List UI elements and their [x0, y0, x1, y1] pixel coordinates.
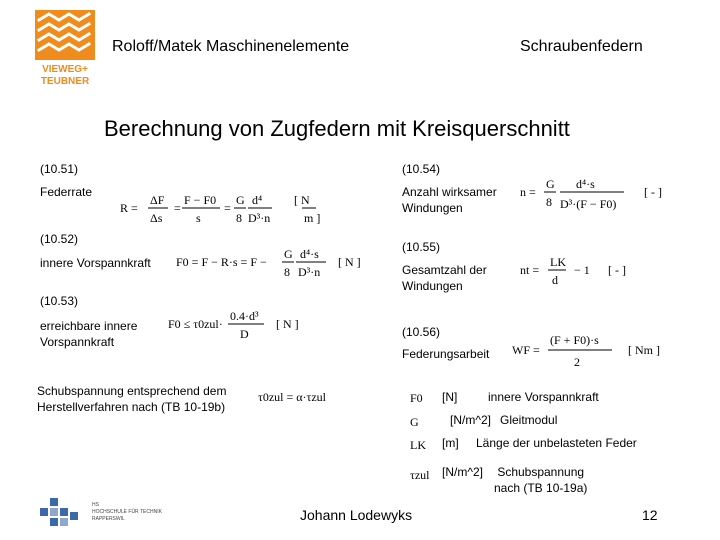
svg-text:n =: n = [520, 185, 536, 199]
formula-federrate [114, 176, 360, 233]
svg-text:F0 ≤ τ0zul·: F0 ≤ τ0zul· [168, 317, 223, 331]
formula-vorspannkraft-graphic [176, 244, 376, 288]
svg-text:D³·n: D³·n [298, 265, 321, 279]
svg-text:2: 2 [574, 355, 580, 369]
svg-text:D: D [240, 327, 249, 341]
svg-text:ΔF: ΔF [150, 193, 165, 207]
legend-unit-f0: [N] [442, 390, 458, 404]
legend-desc-lk: Länge der unbelasteten Feder [476, 436, 637, 450]
legend-symbol-f0: F0 [410, 391, 423, 405]
formula-gesamtzahl [520, 252, 650, 297]
svg-text:=: = [174, 201, 181, 215]
formula-ref-10-51: (10.51) [40, 162, 79, 176]
svg-text:8: 8 [284, 265, 290, 279]
svg-text:[ - ]: [ - ] [608, 263, 626, 277]
formula-schubspannung: τ0zul = α·τzul [258, 390, 327, 404]
svg-text:D³·n: D³·n [248, 211, 271, 225]
svg-text:HOCHSCHULE FÜR TECHNIK: HOCHSCHULE FÜR TECHNIK [92, 509, 162, 515]
svg-text:TEUBNER: TEUBNER [40, 76, 90, 87]
legend-desc-g: Gleitmodul [500, 413, 558, 427]
legend-desc-f0: innere Vorspannkraft [488, 390, 599, 404]
formula-erreichbare-graphic [168, 306, 328, 346]
svg-text:s: s [196, 211, 201, 225]
formula-ref-10-55: (10.55) [402, 240, 441, 254]
label-schubspannung: Schubspannung entsprechend dem Herstellverfahren nach (TB 10-19b) [37, 384, 227, 414]
svg-text:8: 8 [546, 195, 552, 209]
svg-text:WF =: WF = [512, 343, 540, 357]
svg-text:8: 8 [236, 211, 242, 225]
formula-anzahl [520, 174, 680, 231]
svg-text:RAPPERSWIL: RAPPERSWIL [92, 516, 125, 522]
header-right-title: Schraubenfedern [520, 38, 643, 55]
formula-vorspannkraft [176, 244, 376, 293]
svg-text:F − F0: F − F0 [184, 193, 217, 207]
page-number: 12 [642, 507, 658, 523]
formula-federungsarbeit-graphic [512, 328, 682, 372]
svg-text:G: G [546, 177, 555, 191]
formula-erreichbare [168, 306, 328, 351]
formula-ref-10-53: (10.53) [40, 294, 79, 308]
header-left-title: Roloff/Matek Maschinenelemente [112, 38, 350, 55]
svg-text:[ N ]: [ N ] [276, 317, 299, 331]
legend-desc-tau-zul: Schubspannung nach (TB 10-19a) [494, 465, 588, 495]
svg-text:m ]: m ] [304, 211, 321, 225]
legend-symbol-lk: LK [410, 438, 426, 452]
svg-text:G: G [284, 247, 293, 261]
svg-text:0.4·d³: 0.4·d³ [230, 309, 259, 323]
svg-text:d⁴·s: d⁴·s [300, 247, 319, 261]
svg-text:d⁴·s: d⁴·s [576, 177, 595, 191]
label-federrate: Federrate [40, 185, 93, 199]
hsr-school-logo [38, 496, 198, 530]
svg-text:nt =: nt = [520, 263, 540, 277]
svg-text:VIEWEG+: VIEWEG+ [42, 64, 88, 75]
svg-text:(F + F0)·s: (F + F0)·s [550, 333, 599, 347]
label-erreichbare-vorspannkraft: erreichbare innere Vorspannkraft [40, 319, 138, 349]
legend-symbol-g: G [410, 415, 419, 429]
formula-ref-10-56: (10.56) [402, 325, 441, 339]
svg-text:[ N: [ N [294, 193, 310, 207]
label-anzahl-windungen: Anzahl wirksamer Windungen [402, 185, 497, 215]
svg-text:LK: LK [550, 255, 566, 269]
formula-ref-10-52: (10.52) [40, 232, 79, 246]
svg-text:Δs: Δs [150, 211, 163, 225]
label-federungsarbeit: Federungsarbeit [402, 347, 490, 361]
svg-text:=: = [224, 201, 231, 215]
legend-unit-g: [N/m^2] [450, 413, 491, 427]
label-innere-vorspannkraft: innere Vorspannkraft [40, 256, 151, 270]
svg-text:F0 = F − R·s = F −: F0 = F − R·s = F − [176, 255, 267, 269]
legend-unit-tau-zul: [N/m^2] [442, 465, 483, 479]
formula-gesamtzahl-graphic [520, 252, 650, 292]
formula-federrate-graphic [120, 190, 360, 230]
svg-text:− 1: − 1 [574, 263, 590, 277]
legend-unit-lk: [m] [442, 436, 459, 450]
svg-text:[ Nm ]: [ Nm ] [628, 343, 660, 357]
svg-text:D³·(F − F0): D³·(F − F0) [560, 197, 617, 211]
formula-anzahl-graphic [520, 174, 680, 226]
svg-text:d: d [552, 273, 558, 287]
vieweg-teubner-logo [35, 10, 95, 88]
label-gesamtzahl-windungen: Gesamtzahl der Windungen [402, 263, 487, 293]
legend-symbol-tau-zul: τzul [410, 468, 430, 482]
slide-title: Berechnung von Zugfedern mit Kreisquerschnitt [104, 116, 570, 141]
formula-federungsarbeit [512, 328, 682, 377]
svg-text:[ - ]: [ - ] [644, 185, 662, 199]
svg-text:R =: R = [120, 201, 138, 215]
svg-text:G: G [236, 193, 245, 207]
svg-text:[ N ]: [ N ] [338, 255, 361, 269]
svg-text:HS: HS [92, 502, 99, 508]
footer-author: Johann Lodewyks [300, 507, 413, 523]
formula-ref-10-54: (10.54) [402, 162, 441, 176]
svg-text:d⁴: d⁴ [252, 193, 263, 207]
